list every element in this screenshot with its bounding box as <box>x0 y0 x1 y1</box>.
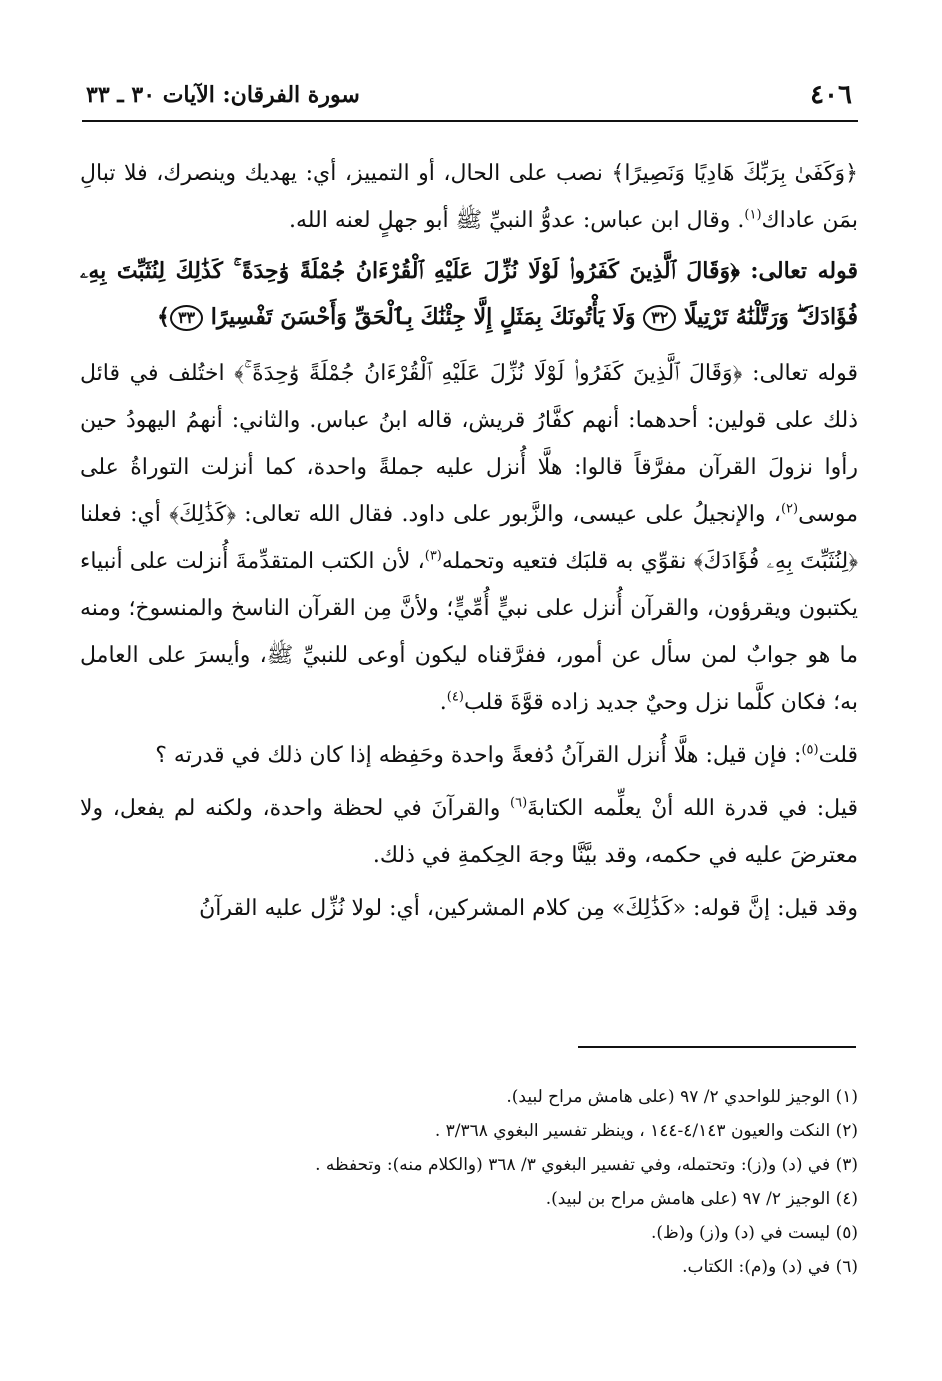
paragraph-4 <box>80 785 858 879</box>
running-title: سورة الفرقان: الآيات ٣٠ ـ ٣٣ <box>86 82 360 108</box>
verse-end-bracket: ﴾ <box>157 304 170 330</box>
footnote: (٣) في (د) و(ز): وتحتمله، وفي تفسير البغوي ٣/ ٣٦٨ (والكلام منه): وتحفظه . <box>315 1155 858 1175</box>
header-rule <box>82 120 858 122</box>
paragraph-text: قيل: في قدرة الله أنْ يعلِّمه الكتابةَ <box>527 796 858 821</box>
footnote-rule <box>578 1046 856 1048</box>
footnote-ref-5: (٥) <box>801 742 819 758</box>
paragraph-text: ، والإنجيلُ على عيسى، والزَّبور على داود. فقال الله تعالى: ﴿كَذَٰلِكَ﴾ أي: فعلنا ﴿لِنُثَبِّتَ بِهِۦ فُؤَادَكَ﴾ نقوِّي به قلبَك فتعيه وتحمله <box>80 502 858 574</box>
paragraph-text: والقرآنَ في لحظة واحدة، ولكنه لم يفعل، ولا معترضَ عليه في حكمه، وقد بيَّنَّا وجهَ الحِكمةِ في ذلك. <box>80 796 858 868</box>
footnote: (٢) النكت والعيون ٤/١٤٣-١٤٤ ، وينظر تفسير البغوي ٣/٣٦٨ . <box>434 1121 858 1141</box>
verse-heading-lead: قوله تعالى: <box>750 258 858 284</box>
verse-number-marker: ٣٣ <box>170 305 203 331</box>
paragraph-2 <box>80 350 858 726</box>
paragraph-5 <box>80 885 858 932</box>
paragraph-text: . وقال ابن عباس: عدوُّ النبيِّ ﷺ أبو جهلٍ لعنه الله. <box>288 208 745 233</box>
footnotes <box>82 1080 858 1284</box>
footnote-ref-3: (٣) <box>424 548 442 564</box>
paragraph-3 <box>80 732 858 779</box>
page-number: ٤٠٦ <box>810 80 852 110</box>
verse-text: وَلَا يَأْتُونَكَ بِمَثَلٍ إِلَّا جِئْنَٰكَ بِٱلْحَقِّ وَأَحْسَنَ تَفْسِيرًا <box>203 304 644 330</box>
paragraph-text: قلت <box>818 743 858 768</box>
verse-quote: ﴿وَكَفَىٰ بِرَبِّكَ هَادِيًا وَنَصِيرًا﴾ <box>611 161 858 186</box>
footnote-ref-6: (٦) <box>510 795 528 811</box>
footnote-ref-2: (٢) <box>780 501 799 517</box>
paragraph-text: ، لأن الكتب المتقدِّمةَ أُنزلت على أنبياء يكتبون ويقرؤون، والقرآن أُنزل على نبيٍّ أُمِّيٍّ؛ ولأنَّ مِن القرآن الناسخ والمنسوخ؛ ومنه ما هو جوابٌ لمن سأل عن أمور، ففرَّقناه ليكون أوعى للنبيِّ ﷺ، وأيسرَ على العامل به؛ فكان كلَّما نزل وحيٌ جديد زاده قوَّةَ قلب <box>80 549 858 715</box>
footnote: (١) الوجيز للواحدي ٢/ ٩٧ (على هامش مراح لبيد). <box>506 1087 858 1107</box>
paragraph-text: . <box>439 690 447 715</box>
footnote: (٥) ليست في (د) و(ز) و(ظ). <box>650 1223 858 1243</box>
paragraph-text: وقد قيل: إنَّ قوله: «كَذَٰلِكَ» مِن كلام المشركين، أي: لولا نُزِّل عليه القرآنُ <box>199 896 858 921</box>
verse-number-marker: ٣٢ <box>643 305 676 331</box>
footnote-ref-1: (١) <box>744 207 762 223</box>
paragraph-text: قوله تعالى: ﴿وَقَالَ ٱلَّذِينَ كَفَرُوا۟ لَوْلَا نُزِّلَ عَلَيْهِ ٱلْقُرْءَانُ جُمْلَةً وَٰحِدَةً ۚ﴾ اختُلف في قائل ذلك على قولين: أحدهما: أنهم كفَّارُ قريش، قاله ابنُ عباس. والثاني: أنهمُ اليهودُ حين رأوا نزولَ القرآن مفرَّقاً قالوا: هلَّا أُنزل عليه جملةً واحدة، كما أنزلت التوراةُ على موسى <box>80 361 858 527</box>
paragraph-text: نصب على الحال، أو التمييز، أي: يهديك وينصرك، فلا تبالِ بمَن عاداك <box>80 161 858 233</box>
page-header <box>82 70 858 120</box>
paragraph-1 <box>80 150 858 244</box>
footnote: (٤) الوجيز ٢/ ٩٧ (على هامش مراح بن لبيد). <box>545 1189 858 1209</box>
verse-text: ﴿وَقَالَ ٱلَّذِينَ كَفَرُوا۟ لَوْلَا نُزِّلَ عَلَيْهِ ٱلْقُرْءَانُ جُمْلَةً وَٰحِدَةً ۚ كَذَٰلِكَ لِنُثَبِّتَ بِهِۦ فُؤَادَكَ ۖ وَرَتَّلْنَٰهُ تَرْتِيلًا <box>80 258 858 330</box>
paragraph-text: : فإن قيل: هلَّا أُنزل القرآنُ دُفعةً واحدة وحَفِظه إذا كان ذلك في قدرته ؟ <box>155 743 802 768</box>
verse-heading <box>80 248 858 340</box>
main-text <box>80 150 858 932</box>
footnote-ref-4: (٤) <box>446 689 464 705</box>
footnote: (٦) في (د) و(م): الكتاب. <box>682 1257 858 1277</box>
